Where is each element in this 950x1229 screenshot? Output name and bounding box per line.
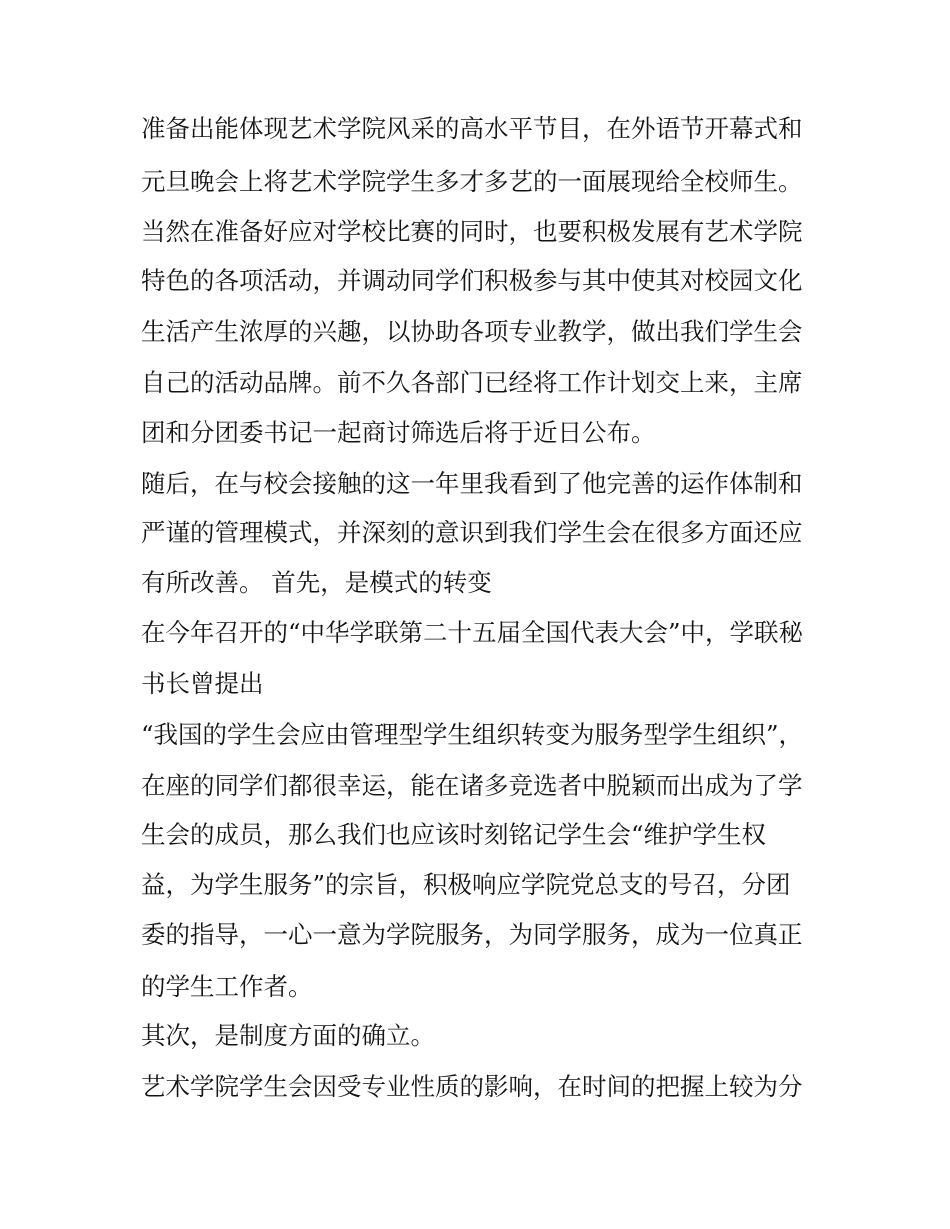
- text-line: 委的指导，一心一意为学院服务，为同学服务，成为一位真正: [141, 920, 803, 949]
- text-line: 的学生工作者。: [141, 972, 313, 1001]
- text-line: 自己的活动品牌。前不久各部门已经将工作计划交上来，主席: [141, 368, 803, 397]
- text-line: 书长曾提出: [141, 669, 264, 698]
- text-line: 有所改善。 首先，是模式的转变: [141, 568, 492, 597]
- text-line: 在今年召开的“中华学联第二十五届全国代表大会”中，学联秘: [141, 618, 804, 647]
- text-line: 在座的同学们都很幸运，能在诸多竞选者中脱颖而出成为了学: [141, 771, 803, 800]
- text-line: 生会的成员，那么我们也应该时刻铭记学生会“维护学生权: [141, 820, 767, 849]
- text-line: “我国的学生会应由管理型学生组织转变为服务型学生组织”，: [141, 720, 804, 749]
- text-line: 其次，是制度方面的确立。: [141, 1021, 435, 1050]
- text-line: 严谨的管理模式，并深刻的意识到我们学生会在很多方面还应: [141, 518, 803, 547]
- text-line: 生活产生浓厚的兴趣，以协助各项专业教学，做出我们学生会: [141, 317, 803, 346]
- text-line: 元旦晚会上将艺术学院学生多才多艺的一面展现给全校师生。: [141, 167, 803, 196]
- text-line: 准备出能体现艺术学院风采的高水平节目，在外语节开幕式和: [141, 114, 803, 143]
- text-line: 特色的各项活动，并调动同学们积极参与其中使其对校园文化: [141, 266, 803, 295]
- text-line: 当然在准备好应对学校比赛的同时，也要积极发展有艺术学院: [141, 217, 803, 246]
- text-line: 随后，在与校会接触的这一年里我看到了他完善的运作体制和: [141, 469, 803, 498]
- text-line: 团和分团委书记一起商讨筛选后将于近日公布。: [141, 418, 656, 447]
- text-line: 益，为学生服务”的宗旨，积极响应学院党总支的号召，分团: [141, 870, 791, 899]
- text-line: 艺术学院学生会因受专业性质的影响，在时间的把握上较为分: [141, 1072, 803, 1101]
